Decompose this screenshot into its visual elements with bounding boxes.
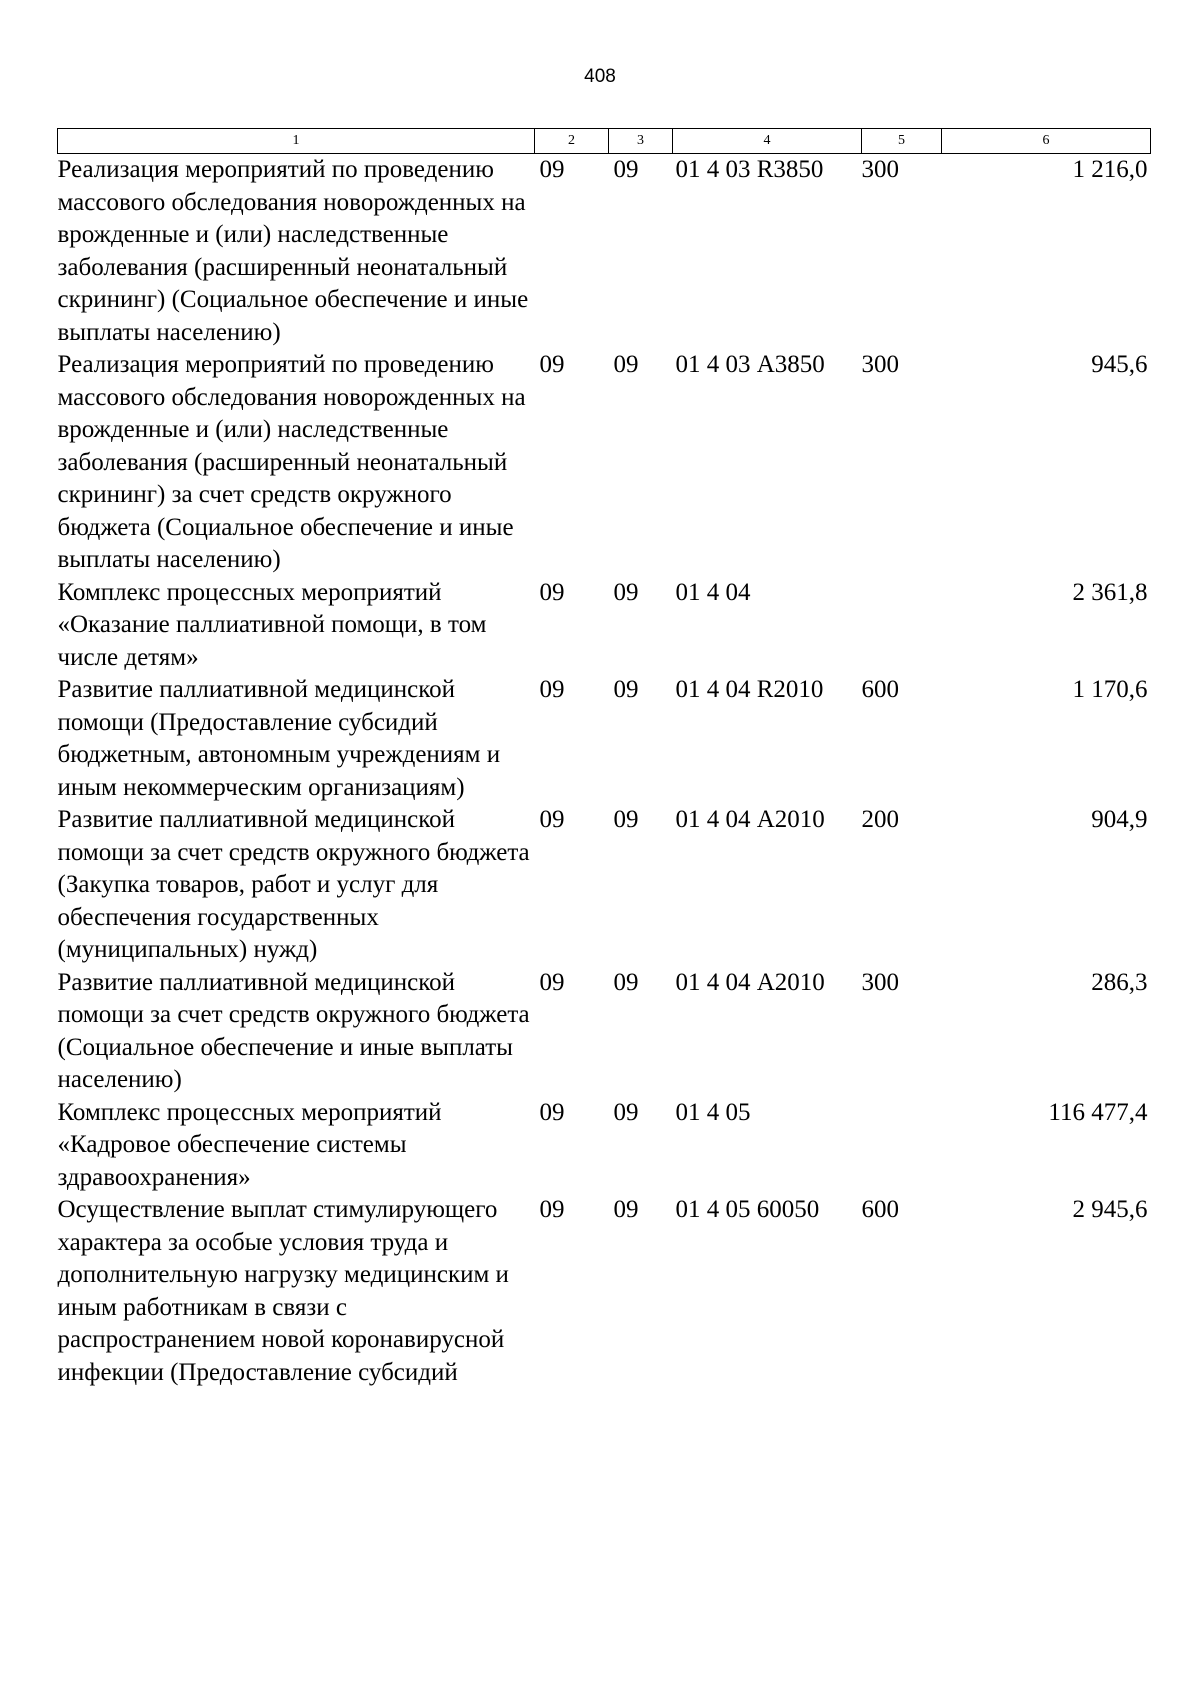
row-expense-type bbox=[862, 577, 942, 675]
row-target-code: 01 4 05 60050 bbox=[675, 1196, 820, 1223]
header-col-1: 1 bbox=[58, 129, 535, 154]
row-section: 09 bbox=[539, 1098, 565, 1126]
row-section: 09 bbox=[539, 806, 565, 833]
row-amount: 2 361,8 bbox=[1072, 578, 1148, 606]
row-section: 09 bbox=[539, 968, 565, 996]
row-section: 09 bbox=[539, 156, 565, 183]
row-subsection: 09 bbox=[613, 806, 639, 833]
table-row bbox=[58, 1097, 1151, 1195]
row-amount: 904,9 bbox=[1091, 806, 1148, 833]
row-expense-type bbox=[862, 1097, 942, 1195]
table-row bbox=[58, 967, 1151, 1097]
row-subsection: 09 bbox=[613, 1196, 639, 1223]
row-name: Развитие паллиативной медицинской помощи за счет средств окружного бюджета (Закупка товаров, работ и услуг для обеспечения государственных (муниципальных) нужд) bbox=[57, 806, 530, 963]
row-target-code: 01 4 04 bbox=[675, 578, 751, 606]
row-target-code: 01 4 04 А2010 bbox=[675, 806, 825, 833]
header-col-4: 4 bbox=[673, 129, 862, 154]
row-target-code: 01 4 04 R2010 bbox=[675, 676, 824, 703]
row-target-code: 01 4 03 R3850 bbox=[675, 156, 824, 183]
row-expense-type: 300 bbox=[861, 351, 899, 378]
row-name: Реализация мероприятий по проведению массового обследования новорожденных на врожденные и (или) наследственные заболевания (расширенный неонатальный скрининг) (Социальное обеспечение и иные выплаты населению) bbox=[57, 156, 529, 346]
row-subsection: 09 bbox=[613, 968, 639, 996]
row-expense-type: 200 bbox=[861, 806, 899, 833]
row-target-code: 01 4 03 А3850 bbox=[675, 351, 825, 378]
page-number: 408 bbox=[584, 66, 616, 87]
table-header bbox=[58, 129, 1151, 154]
table-row bbox=[58, 154, 1151, 350]
header-col-3: 3 bbox=[609, 129, 673, 154]
header-col-6: 6 bbox=[942, 129, 1151, 154]
header-col-5: 5 bbox=[862, 129, 942, 154]
table-body bbox=[58, 154, 1151, 1390]
row-name: Развитие паллиативной медицинской помощи (Предоставление субсидий бюджетным, автономным учреждениям и иным некоммерческим организациям) bbox=[57, 676, 501, 801]
row-expense-type: 600 bbox=[861, 676, 899, 703]
row-name: Комплекс процессных мероприятий «Оказание паллиативной помощи, в том числе детям» bbox=[57, 578, 487, 671]
row-amount: 1 216,0 bbox=[1072, 156, 1148, 183]
row-subsection: 09 bbox=[613, 578, 639, 606]
row-amount: 116 477,4 bbox=[1048, 1098, 1148, 1126]
row-amount: 945,6 bbox=[1091, 351, 1148, 378]
row-section: 09 bbox=[539, 351, 565, 378]
row-expense-type: 300 bbox=[861, 156, 899, 183]
table-row bbox=[58, 674, 1151, 804]
row-name: Развитие паллиативной медицинской помощи за счет средств окружного бюджета (Социальное обеспечение и иные выплаты населению) bbox=[57, 968, 530, 1093]
header-row bbox=[58, 129, 1151, 154]
table-row bbox=[58, 577, 1151, 675]
row-section: 09 bbox=[539, 1196, 565, 1223]
row-name: Осуществление выплат стимулирующего характера за особые условия труда и дополнительную нагрузку медицинским и иным работникам в связи с распространением новой коронавирусной инфекции (Предоставление субсидий bbox=[57, 1196, 509, 1386]
row-name: Комплекс процессных мероприятий «Кадровое обеспечение системы здравоохранения» bbox=[57, 1098, 442, 1191]
row-target-code: 01 4 04 А2010 bbox=[675, 968, 825, 996]
budget-table bbox=[57, 128, 1151, 1389]
table-row bbox=[58, 1194, 1151, 1389]
row-amount: 286,3 bbox=[1091, 968, 1148, 996]
row-section: 09 bbox=[539, 578, 565, 606]
row-name: Реализация мероприятий по проведению массового обследования новорожденных на врожденные и (или) наследственные заболевания (расширенный неонатальный скрининг) за счет средств окружного бюджета (Социальное обеспечение и иные выплаты населению) bbox=[57, 351, 526, 573]
row-subsection: 09 bbox=[613, 156, 639, 183]
table-row bbox=[58, 804, 1151, 967]
header-col-2: 2 bbox=[535, 129, 609, 154]
row-subsection: 09 bbox=[613, 676, 639, 703]
row-amount: 2 945,6 bbox=[1072, 1196, 1148, 1223]
row-expense-type: 300 bbox=[861, 968, 899, 996]
row-expense-type: 600 bbox=[861, 1196, 899, 1223]
table-row bbox=[58, 349, 1151, 577]
row-section: 09 bbox=[539, 676, 565, 703]
row-amount: 1 170,6 bbox=[1072, 676, 1148, 703]
row-subsection: 09 bbox=[613, 351, 639, 378]
row-target-code: 01 4 05 bbox=[675, 1098, 751, 1126]
row-subsection: 09 bbox=[613, 1098, 639, 1126]
